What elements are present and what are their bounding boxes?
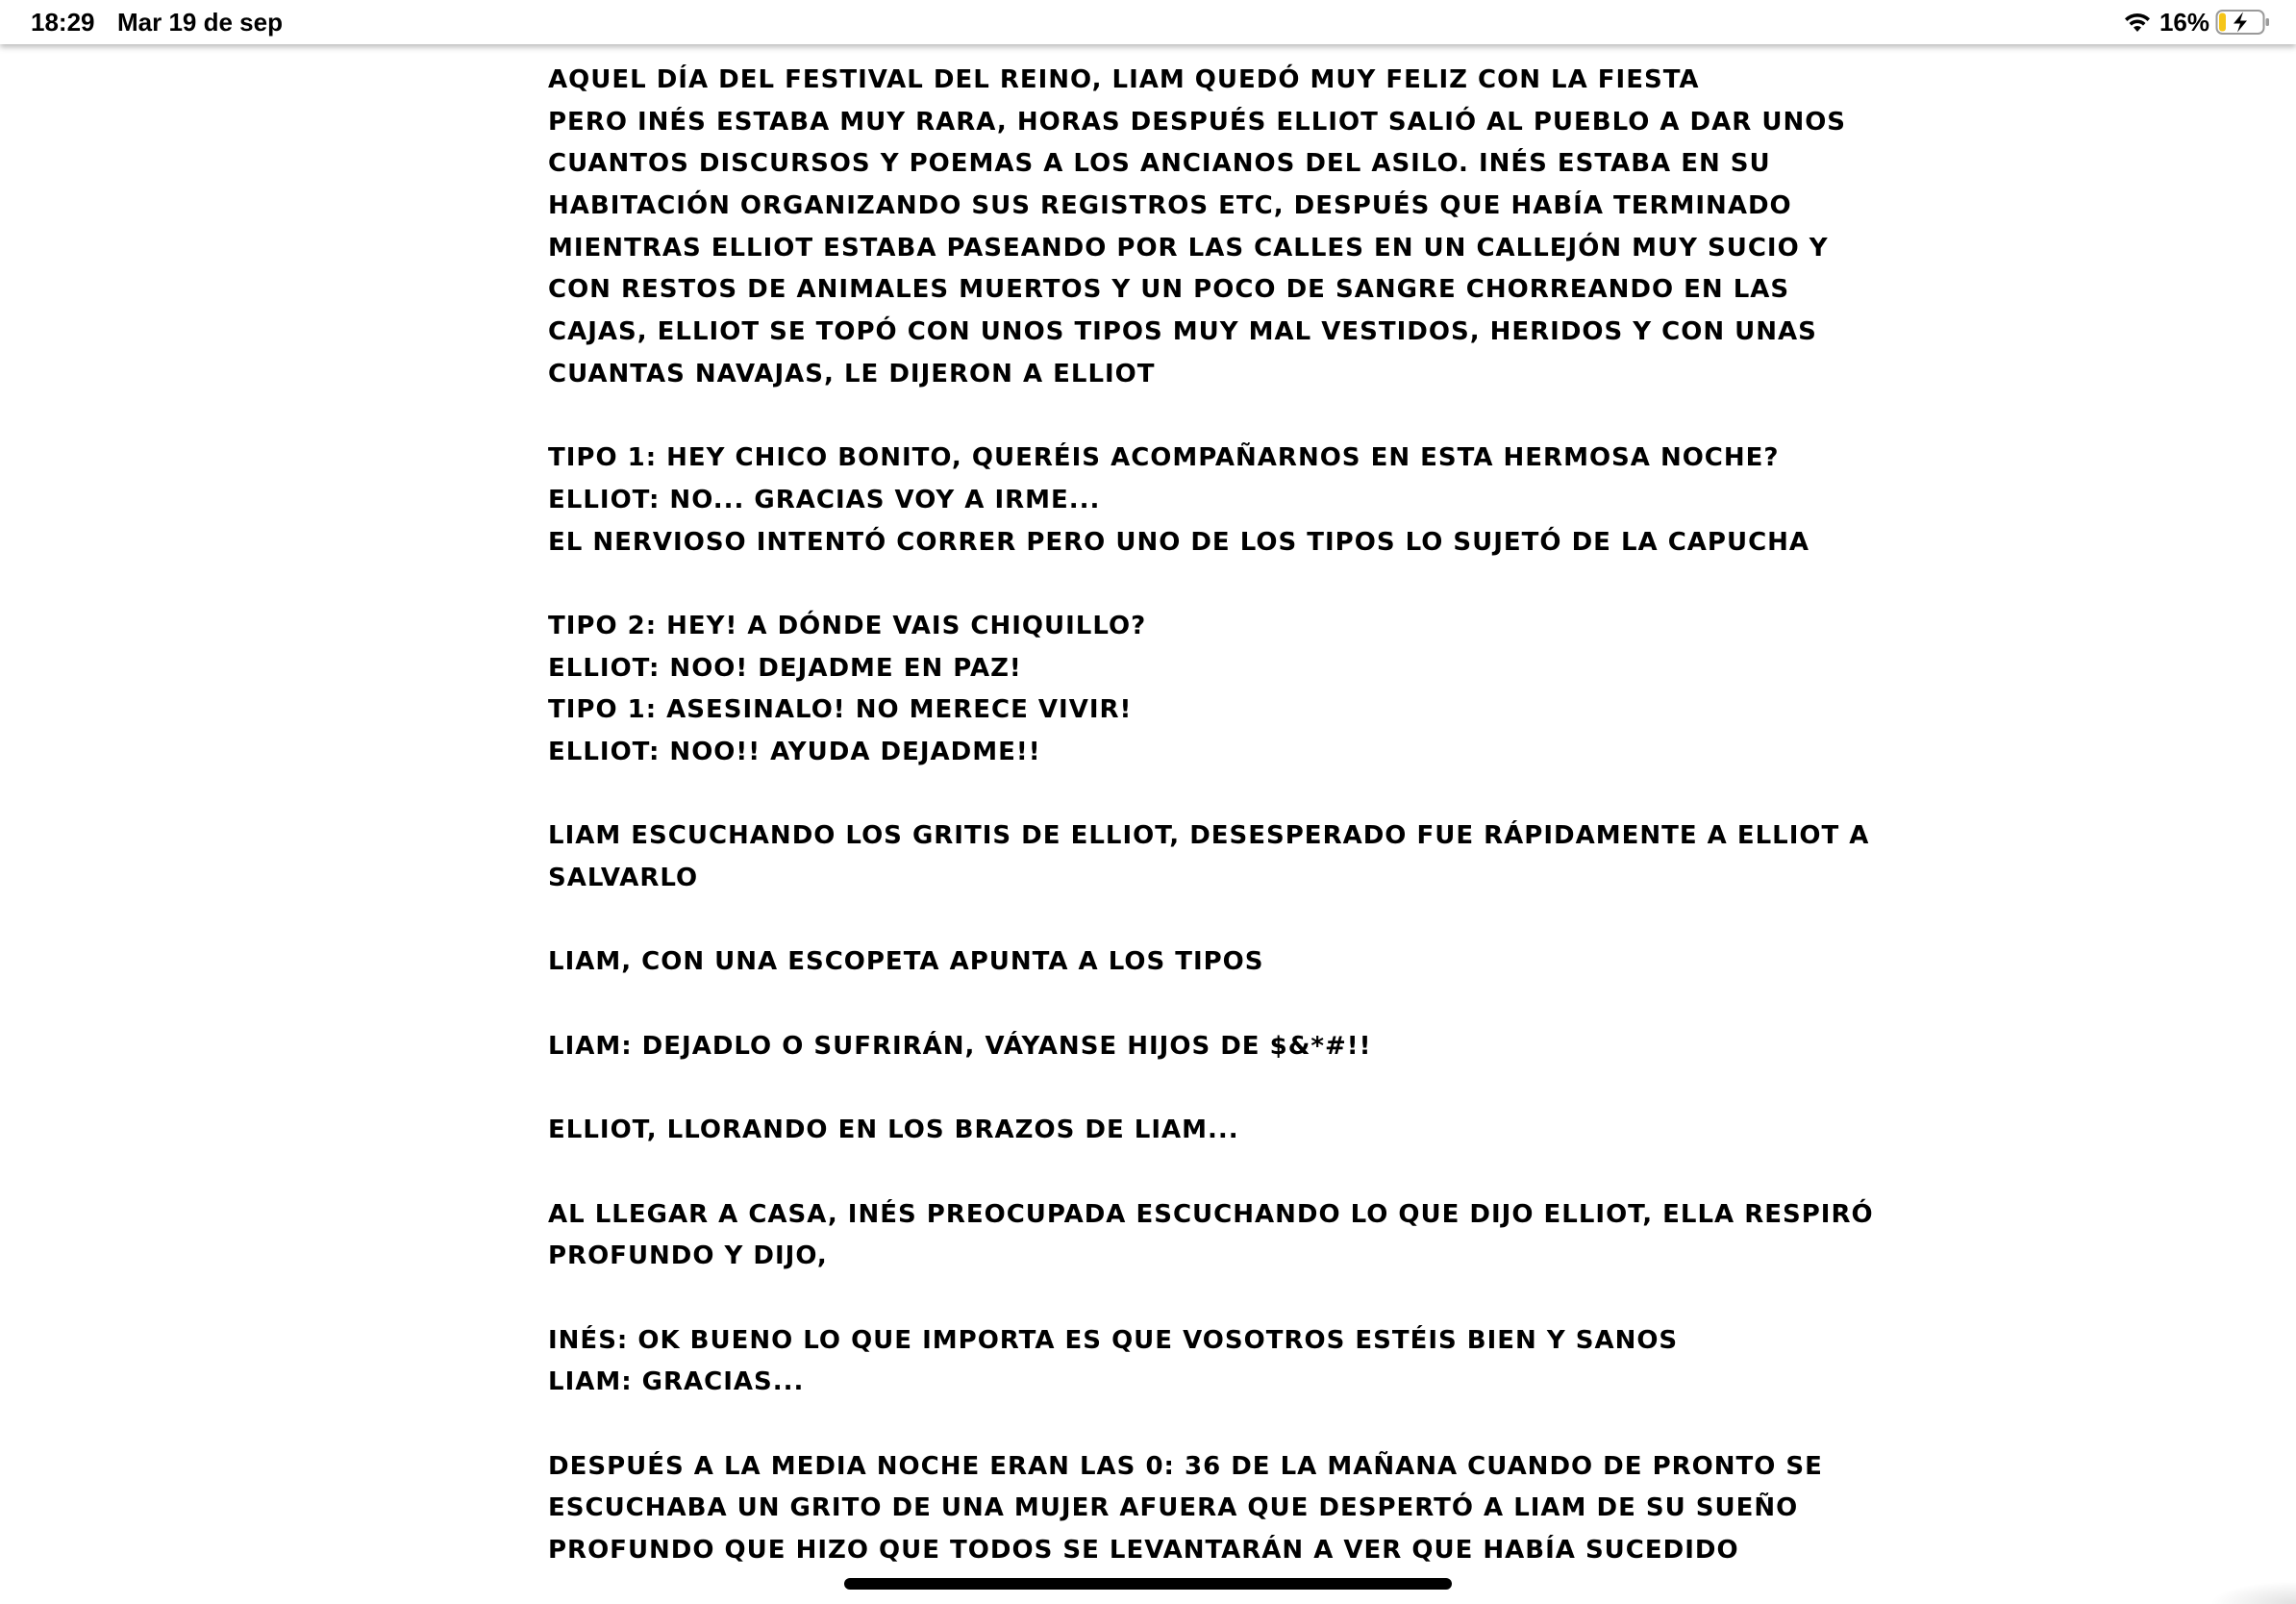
paragraph-gap bbox=[548, 564, 1779, 606]
story-line: PROFUNDO QUE HIZO QUE TODOS SE LEVANTARÁN A VER QUE HABÍA SUCEDIDO bbox=[548, 1536, 1739, 1566]
story-line: AL LLEGAR A CASA, INÉS PREOCUPADA ESCUCHANDO LO QUE DIJO ELLIOT, ELLA RESPIRÓ bbox=[548, 1199, 1874, 1229]
story-line: LIAM: DEJADLO O SUFRIRÁN, VÁYANSE HIJOS DE $&*#!! bbox=[548, 1031, 1372, 1061]
story-line: EL NERVIOSO INTENTÓ CORRER PERO UNO DE LOS TIPOS LO SUJETÓ DE LA CAPUCHA bbox=[548, 527, 1810, 557]
status-indicators bbox=[2123, 6, 2271, 38]
paragraph-gap bbox=[548, 1404, 1779, 1446]
story-line: CON RESTOS DE ANIMALES MUERTOS Y UN POCO DE SANGRE CHORREANDO EN LAS bbox=[548, 275, 1790, 305]
battery-charging-icon bbox=[2215, 9, 2271, 36]
status-time: 18:29 bbox=[31, 8, 95, 37]
wifi-icon bbox=[2123, 11, 2152, 34]
story-line: INÉS: OK BUENO LO QUE IMPORTA ES QUE VOSOTROS ESTÉIS BIEN Y SANOS bbox=[548, 1325, 1679, 1355]
paragraph-gap bbox=[548, 984, 1779, 1026]
paragraph-gap bbox=[548, 1152, 1779, 1194]
story-line: AQUEL DÍA DEL FESTIVAL DEL REINO, LIAM QUEDÓ MUY FELIZ CON LA FIESTA bbox=[548, 65, 1700, 94]
battery-percent: 16% bbox=[2159, 7, 2209, 37]
story-line: LIAM, CON UNA ESCOPETA APUNTA A LOS TIPOS bbox=[548, 947, 1264, 977]
story-text bbox=[548, 60, 1874, 1572]
story-line: MIENTRAS ELLIOT ESTABA PASEANDO POR LAS CALLES EN UN CALLEJÓN MUY SUCIO Y bbox=[548, 233, 1829, 263]
paragraph-gap bbox=[548, 774, 1779, 816]
story-line: ELLIOT: NO... GRACIAS VOY A IRME... bbox=[548, 485, 1101, 514]
corner-shadow bbox=[2209, 1581, 2296, 1604]
paragraph-gap bbox=[548, 1278, 1779, 1320]
story-line: DESPUÉS A LA MEDIA NOCHE ERAN LAS 0: 36 DE LA MAÑANA CUANDO DE PRONTO SE bbox=[548, 1451, 1823, 1481]
story-line: TIPO 1: ASESINALO! NO MERECE VIVIR! bbox=[548, 695, 1133, 725]
story-line: ELLIOT, LLORANDO EN LOS BRAZOS DE LIAM... bbox=[548, 1115, 1239, 1145]
story-line: TIPO 2: HEY! A DÓNDE VAIS CHIQUILLO? bbox=[548, 611, 1147, 640]
paragraph-gap bbox=[548, 396, 1779, 439]
story-line: TIPO 1: HEY CHICO BONITO, QUERÉIS ACOMPAÑARNOS EN ESTA HERMOSA NOCHE? bbox=[548, 443, 1780, 473]
story-line: CUANTAS NAVAJAS, LE DIJERON A ELLIOT bbox=[548, 359, 1156, 388]
paragraph-gap bbox=[548, 1068, 1779, 1111]
story-line: ESCUCHABA UN GRITO DE UNA MUJER AFUERA QUE DESPERTÓ A LIAM DE SU SUEÑO bbox=[548, 1493, 1799, 1523]
story-line: CAJAS, ELLIOT SE TOPÓ CON UNOS TIPOS MUY MAL VESTIDOS, HERIDOS Y CON UNAS bbox=[548, 317, 1817, 347]
status-bar bbox=[0, 0, 2296, 44]
story-line: LIAM ESCUCHANDO LOS GRITIS DE ELLIOT, DESESPERADO FUE RÁPIDAMENTE A ELLIOT A bbox=[548, 821, 1870, 851]
story-line: ELLIOT: NOO!! AYUDA DEJADME!! bbox=[548, 738, 1041, 766]
paragraph-gap bbox=[548, 900, 1779, 942]
story-line: ELLIOT: NOO! DEJADME EN PAZ! bbox=[548, 653, 1022, 683]
story-line: CUANTOS DISCURSOS Y POEMAS A LOS ANCIANOS DEL ASILO. INÉS ESTABA EN SU bbox=[548, 149, 1771, 179]
story-line: SALVARLO bbox=[548, 864, 699, 893]
story-line: HABITACIÓN ORGANIZANDO SUS REGISTROS ETC, DESPUÉS QUE HABÍA TERMINADO bbox=[548, 191, 1792, 221]
home-indicator[interactable] bbox=[844, 1578, 1452, 1590]
story-line: PERO INÉS ESTABA MUY RARA, HORAS DESPUÉS ELLIOT SALIÓ AL PUEBLO A DAR UNOS bbox=[548, 107, 1847, 137]
status-date: Mar 19 de sep bbox=[117, 8, 283, 37]
story-line: LIAM: GRACIAS... bbox=[548, 1367, 805, 1397]
story-line: PROFUNDO Y DIJO, bbox=[548, 1241, 828, 1271]
